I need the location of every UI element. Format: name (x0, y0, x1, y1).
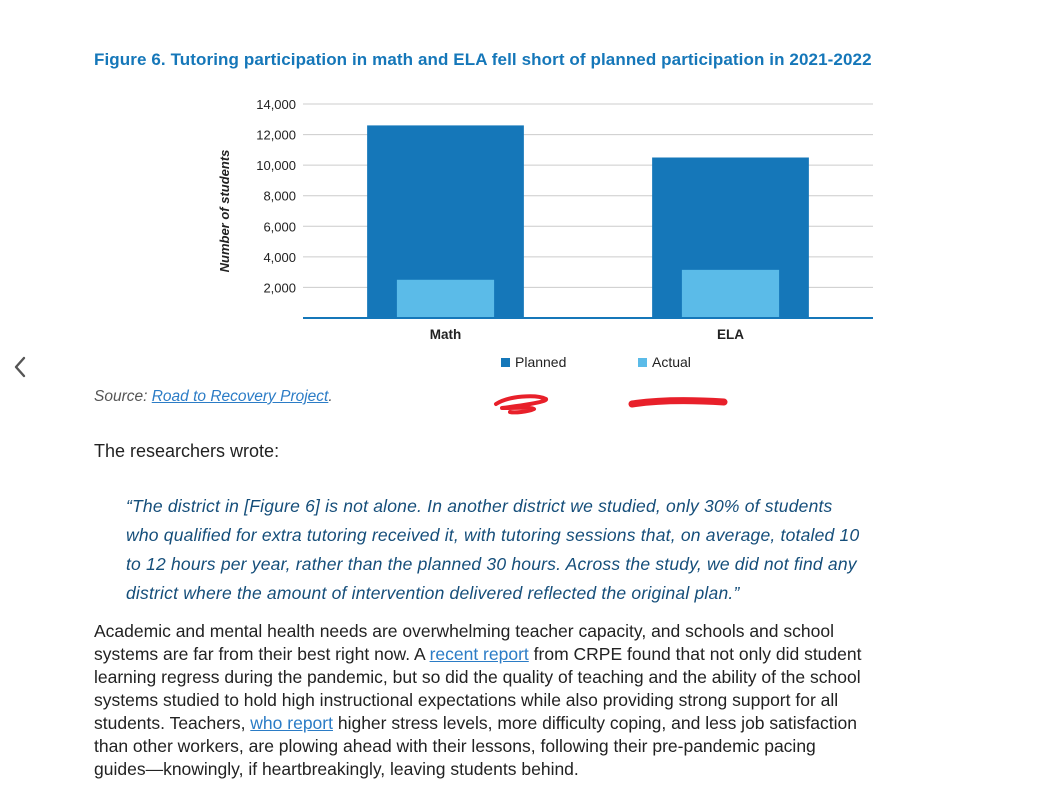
article-lead: The researchers wrote: (94, 441, 280, 461)
paragraph-text: systems are far from their best right now. A (94, 644, 430, 664)
paragraph-line: guides—knowingly, if heartbreakingly, leaving students behind. (94, 759, 579, 779)
quote-line: district where the amount of intervention delivered reflected the original plan.” (126, 583, 740, 603)
red-scribble-left (496, 396, 546, 412)
y-tick-label: 12,000 (256, 127, 296, 143)
paragraph-line: Academic and mental health needs are overwhelming teacher capacity, and schools and school (94, 621, 834, 641)
legend-swatch-actual (638, 358, 647, 367)
y-tick-label: 10,000 (256, 158, 296, 174)
y-tick-label: 4,000 (263, 249, 296, 265)
paragraph-text: higher stress levels, more difficulty coping, and less job satisfaction (332, 713, 857, 733)
source-prefix: Source: (94, 388, 152, 405)
x-tick-label: Math (429, 327, 462, 342)
figure-source (94, 388, 333, 406)
paragraph-line: systems studied to hold high instructional expectations while also providing strong support for all (94, 690, 839, 710)
who-report-link[interactable]: who report (250, 713, 333, 733)
bar-actual-ela (682, 270, 779, 318)
source-suffix: . (328, 388, 333, 405)
red-scribble-annotation (488, 390, 738, 420)
article-paragraph (94, 620, 1034, 781)
paragraph-line (94, 712, 1034, 735)
source-link[interactable]: Road to Recovery Project (151, 388, 329, 405)
chevron-left-icon (8, 354, 32, 380)
red-scribble-right (632, 401, 724, 404)
quote-line: “The district in [Figure 6] is not alone. In another district we studied, only 30% of students (126, 496, 833, 516)
legend-swatch-planned (501, 358, 510, 367)
quote-line: who qualified for extra tutoring received it, with tutoring sessions that, on average, totaled 10 (126, 525, 860, 545)
paragraph-line: than other workers, are plowing ahead with their lessons, following their pre-pandemic pacing (94, 736, 816, 756)
figure-title: Figure 6. Tutoring participation in math and ELA fell short of planned participation in 2021-2022 (94, 50, 872, 69)
legend-label-actual: Actual (652, 354, 691, 370)
paragraph-text: from CRPE found that not only did student (528, 644, 862, 664)
paragraph-line (94, 643, 1034, 666)
legend-label-planned: Planned (515, 354, 567, 370)
quote-line: to 12 hours per year, rather than the planned 30 hours. Across the study, we did not find any (126, 554, 857, 574)
bar-chart (200, 90, 900, 385)
y-tick-label: 2,000 (263, 280, 296, 296)
y-axis-label: Number of students (217, 149, 232, 273)
paragraph-line: learning regress during the pandemic, but so did the quality of teaching and the ability of the school (94, 667, 861, 687)
paragraph-text: students. Teachers, (94, 713, 251, 733)
bar-actual-math (397, 280, 494, 318)
y-tick-label: 6,000 (263, 219, 296, 235)
back-button[interactable] (8, 354, 32, 380)
research-quote (126, 492, 986, 608)
x-tick-label: ELA (717, 327, 744, 342)
y-tick-label: 8,000 (263, 188, 296, 204)
recent-report-link[interactable]: recent report (429, 644, 529, 664)
y-tick-label: 14,000 (256, 97, 296, 112)
